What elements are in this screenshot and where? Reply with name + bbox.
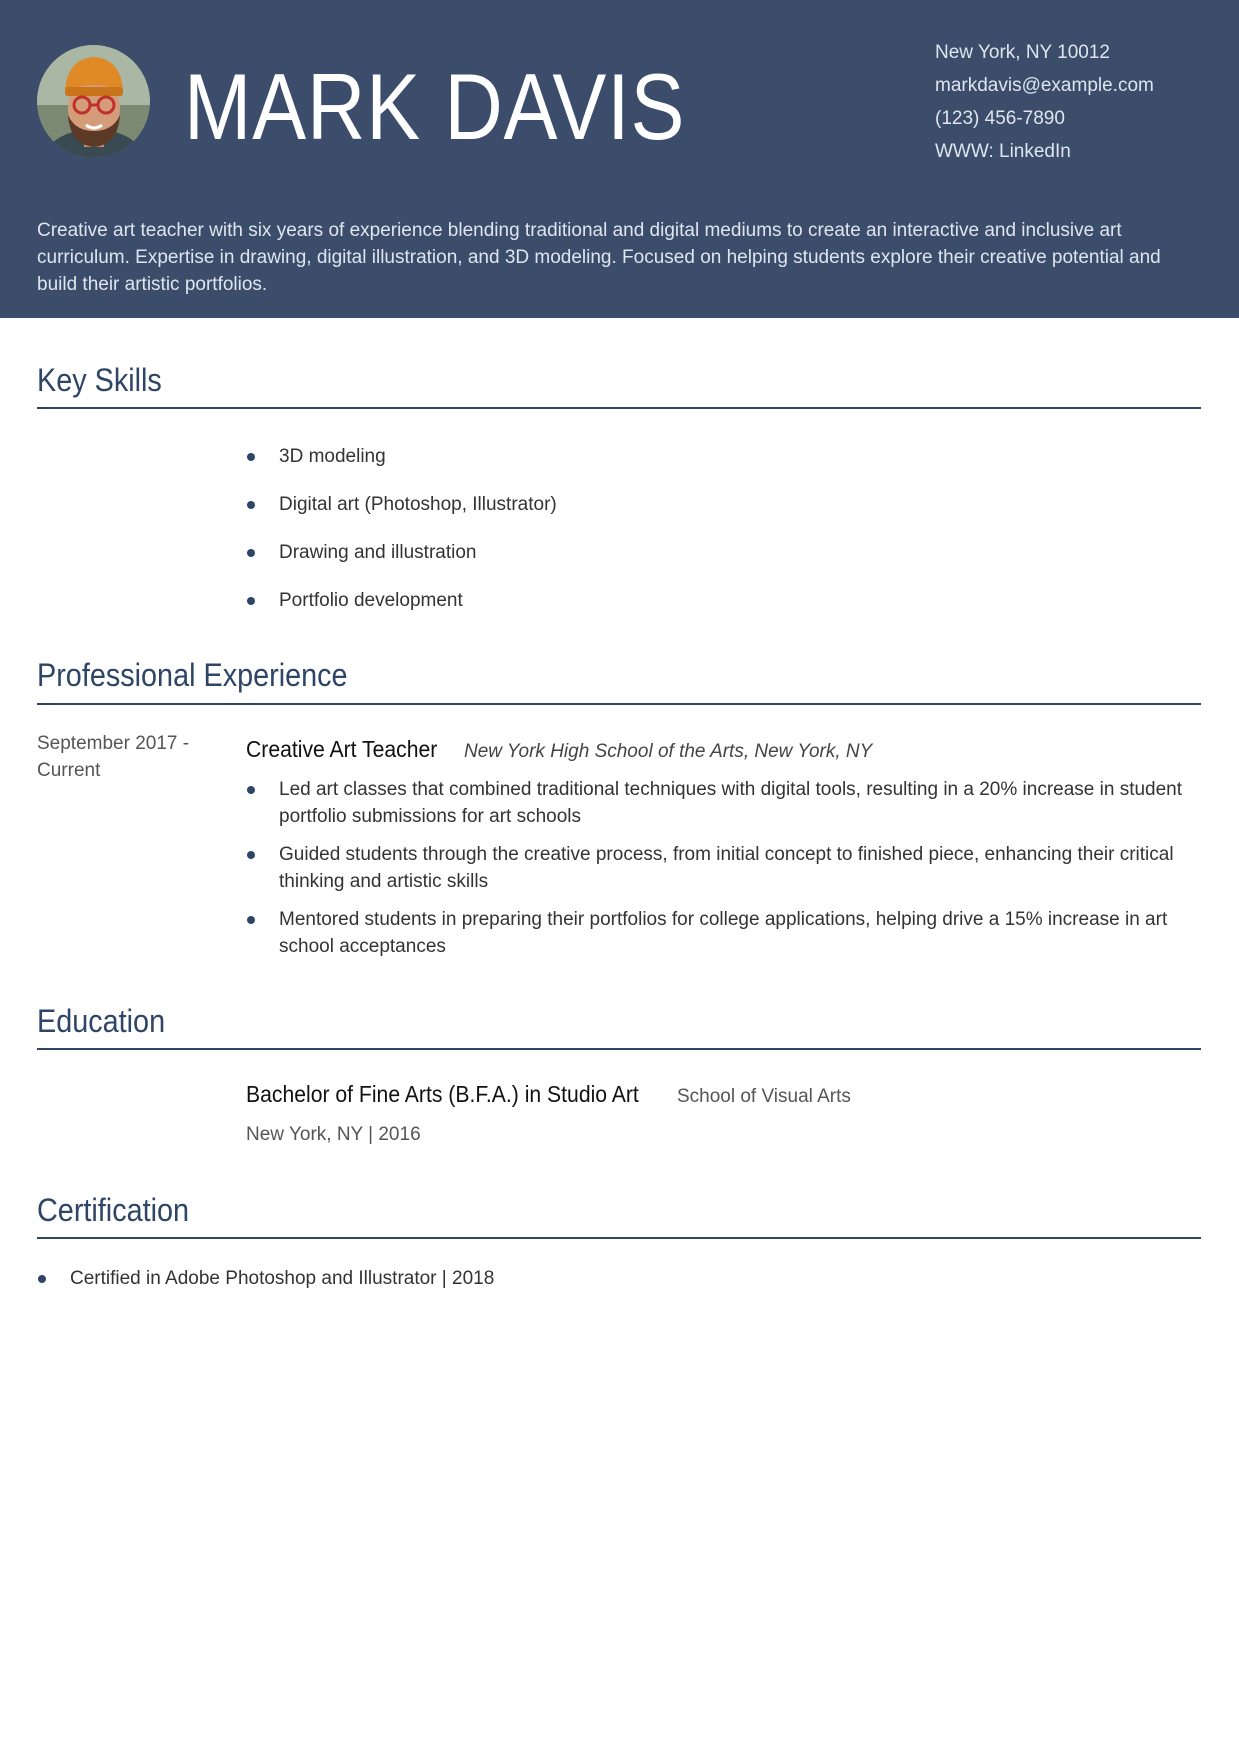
bullet-icon [247, 549, 255, 557]
school-name: School of Visual Arts [676, 1086, 851, 1107]
section-title-certification: Certification [37, 1192, 190, 1228]
bullet-icon [247, 786, 255, 794]
certification-list [37, 1266, 494, 1292]
contact-address: New York, NY 10012 [935, 42, 1110, 63]
duty-item: Mentored students in preparing their portfolios for college applications, helping drive a 15% increase in art school acceptances [246, 906, 1201, 960]
education-heading [246, 1081, 851, 1108]
skill-item: Portfolio development [246, 588, 557, 614]
section-divider [37, 1048, 1201, 1050]
certification-item: Certified in Adobe Photoshop and Illustrator | 2018 [37, 1266, 494, 1292]
job-title: Creative Art Teacher [246, 736, 438, 762]
bullet-icon [247, 916, 255, 924]
section-title-skills: Key Skills [37, 362, 162, 398]
section-divider [37, 407, 1201, 409]
contact-info [935, 36, 1154, 168]
duty-item: Guided students through the creative process, from initial concept to finished piece, enhancing their critical thinking and artistic skills [246, 841, 1201, 895]
job-dates: September 2017 - Current [37, 733, 190, 781]
skills-list [246, 444, 557, 636]
contact-email[interactable]: markdavis@example.com [935, 75, 1154, 96]
bullet-icon [247, 453, 255, 461]
section-divider [37, 1237, 1201, 1239]
bullet-icon [38, 1275, 46, 1283]
section-title-experience: Professional Experience [37, 657, 348, 693]
degree-title: Bachelor of Fine Arts (B.F.A.) in Studio Art [246, 1081, 639, 1107]
bullet-icon [247, 501, 255, 509]
bullet-icon [247, 851, 255, 859]
skill-item: 3D modeling [246, 444, 557, 470]
candidate-name: MARK DAVIS [184, 54, 686, 159]
professional-summary: Creative art teacher with six years of experience blending traditional and digital mediums to create an interactive and inclusive art curriculum. Expertise in drawing, digital illustration, and 3D modeling. Focused on helping students explore their creative potential and build their artistic portfolios. [37, 220, 1161, 295]
resume-header [0, 0, 1239, 318]
education-location-year: New York, NY | 2016 [246, 1124, 421, 1145]
section-title-education: Education [37, 1003, 166, 1039]
job-organization: New York High School of the Arts, New York, NY [463, 741, 873, 762]
contact-linkedin[interactable]: WWW: LinkedIn [935, 141, 1071, 162]
job-heading [246, 736, 872, 763]
avatar-illustration [37, 45, 150, 158]
bullet-icon [247, 597, 255, 605]
section-divider [37, 703, 1201, 705]
skill-item: Drawing and illustration [246, 540, 557, 566]
skill-item: Digital art (Photoshop, Illustrator) [246, 492, 557, 518]
duty-item: Led art classes that combined traditional techniques with digital tools, resulting in a 20% increase in student portfolio submissions for art schools [246, 776, 1201, 830]
job-duties-list [246, 776, 1201, 971]
profile-photo [37, 45, 150, 158]
contact-phone[interactable]: (123) 456-7890 [935, 108, 1065, 129]
